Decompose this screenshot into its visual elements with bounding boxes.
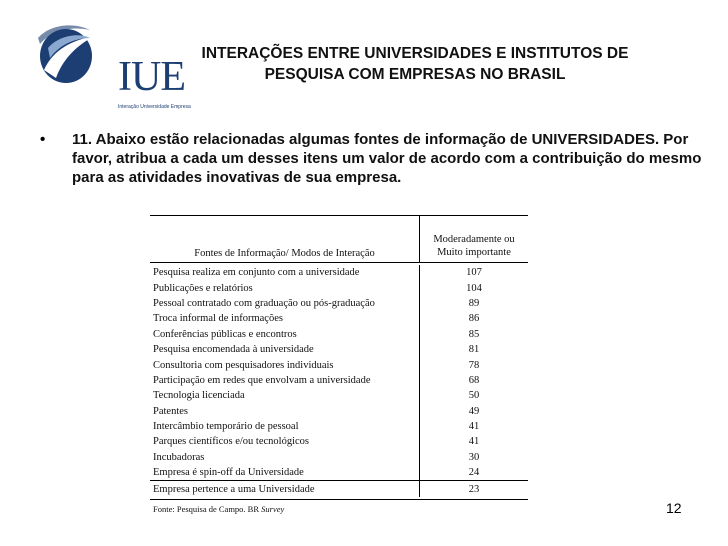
row-label: Pesquisa encomendada à universidade [150,342,420,357]
table-source-note [150,504,528,514]
row-value: 30 [468,451,480,463]
table-header [150,216,528,262]
table-row [150,342,528,357]
table-row [150,265,528,280]
table-row [150,296,528,311]
table-row [150,311,528,326]
row-value: 78 [468,359,480,371]
table-row [150,481,528,496]
table-bottom-rule [150,499,528,500]
row-label: Patentes [150,404,420,419]
row-value: 41 [468,421,480,433]
row-value: 86 [468,313,480,325]
table-row [150,280,528,295]
row-value: 104 [466,282,482,294]
row-label: Troca informal de informações [150,311,420,326]
table-row [150,419,528,434]
table-body [150,263,528,499]
row-value: 49 [468,405,480,417]
row-label: Publicações e relatórios [150,280,420,295]
header-sources: Fontes de Informação/ Modos de Interação [150,216,420,262]
header-importance-line1: Moderadamente ou [433,234,515,245]
source-prefix: Fonte: Pesquisa de Campo. BR [153,503,262,514]
row-label: Consultoria com pesquisadores individuais [150,357,420,372]
table-row [150,357,528,372]
row-label: Tecnologia licenciada [150,388,420,403]
row-value: 107 [466,267,482,279]
table-row [150,373,528,388]
question-text: 11. Abaixo estão relacionadas algumas fontes de informação de UNIVERSIDADES. Por favor, atribua a cada um desses itens um valor de acordo com a contribuição do mesmo para as atividades inovativas de sua empresa. [72,131,702,186]
table-row [150,404,528,419]
row-label: Conferências públicas e encontros [150,327,420,342]
table-row [150,465,528,480]
row-label: Pesquisa realiza em conjunto com a universidade [150,265,420,280]
header-importance-line2: Muito importante [437,247,511,258]
page-number: 12 [666,500,682,516]
globe-logo-icon [30,18,100,100]
row-value: 85 [468,328,480,340]
logo-subtitle: Interação Universidade Empresa [118,104,191,110]
row-label: Empresa pertence a uma Universidade [150,481,420,496]
row-value: 23 [468,483,480,495]
row-value: 81 [468,344,480,356]
logo-wordmark: IUE [118,54,185,100]
data-table [150,215,528,514]
row-value: 68 [468,374,480,386]
row-label: Intercâmbio temporário de pessoal [150,419,420,434]
header-importance [420,216,528,262]
iue-logo [30,18,191,110]
row-label: Empresa é spin-off da Universidade [150,465,420,480]
row-label: Participação em redes que envolvam a universidade [150,373,420,388]
table-row [150,434,528,449]
table-row [150,327,528,342]
row-value: 41 [468,436,480,448]
table-row [150,450,528,465]
row-value: 89 [468,297,480,309]
table-row [150,388,528,403]
bullet-marker: • [40,131,46,148]
row-value: 24 [468,467,480,479]
page-title: INTERAÇÕES ENTRE UNIVERSIDADES E INSTITUTOS DE PESQUISA COM EMPRESAS NO BRASIL [201,45,629,83]
source-survey: Survey [261,503,285,514]
row-label: Incubadoras [150,450,420,465]
row-label: Pessoal contratado com graduação ou pós-graduação [150,296,420,311]
row-label: Parques científicos e/ou tecnológicos [150,434,420,449]
row-value: 50 [468,390,480,402]
